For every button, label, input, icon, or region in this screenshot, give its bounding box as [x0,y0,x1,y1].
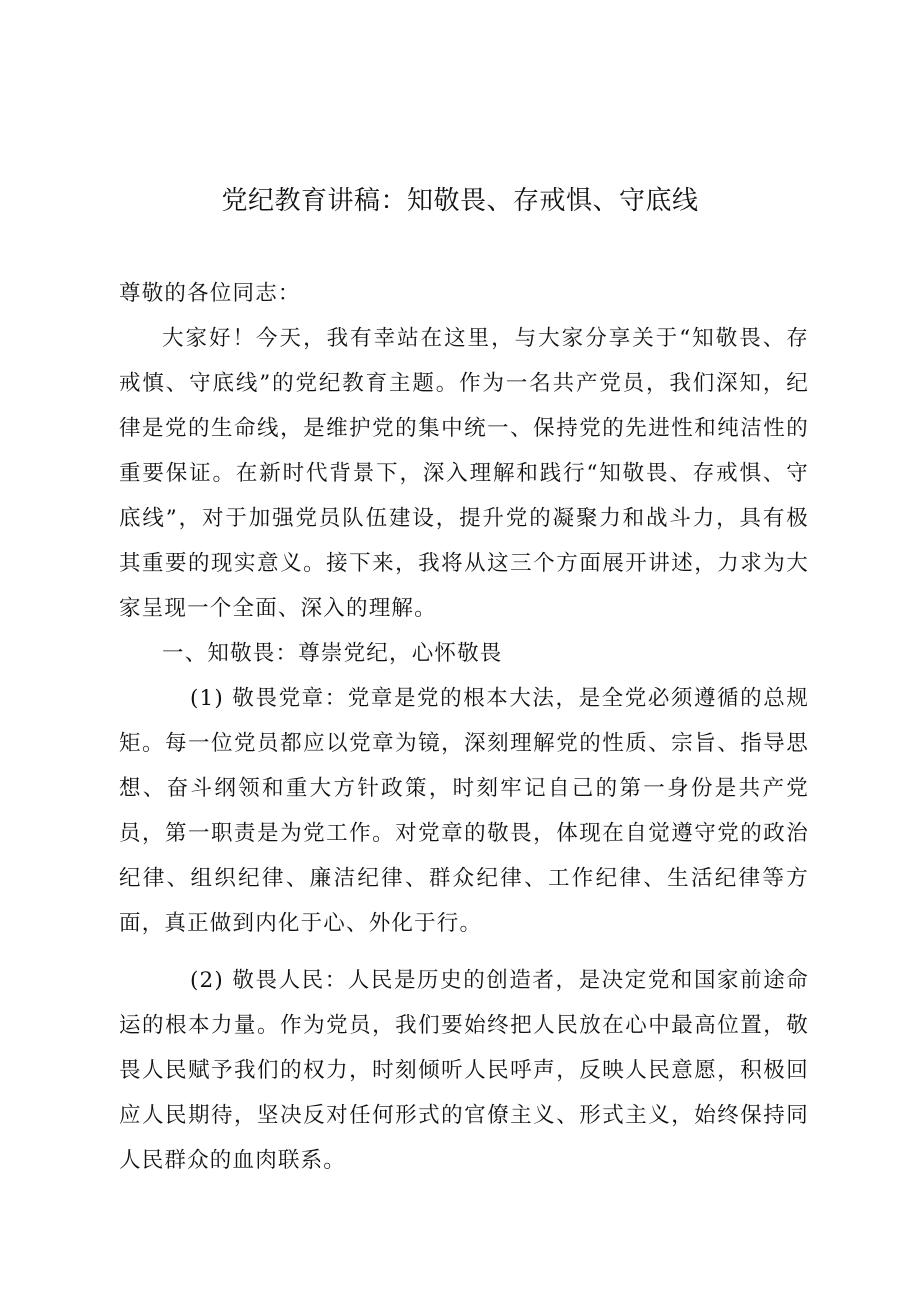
point-paragraph: (2) 敬畏人民：人民是历史的创造者，是决定党和国家前途命运的根本力量。作为党员，我们要始终把人民放在心中最高位置，敬畏人民赋予我们的权力，时刻倾听人民呼声，反映人民意愿，积极回应人民期待，坚决反对任何形式的官僚主义、形式主义，始终保持同人民群众的血肉联系。 [119,968,809,1173]
point-paragraph: (1) 敬畏党章：党章是党的根本大法，是全党必须遵循的总规矩。每一位党员都应以党章为镜，深刻理解党的性质、宗旨、指导思想、奋斗纲领和重大方针政策，时刻牢记自己的第一身份是共产党员，第一职责是为党工作。对党章的敬畏，体现在自觉遵守党的政治纪律、组织纪律、廉洁纪律、群众纪律、工作纪律、生活纪律等方面，真正做到内化于心、外化于行。 [119,686,809,936]
document-title: 党纪教育讲稿：知敬畏、存戒惧、守底线 [221,186,699,216]
section-heading: 一、知敬畏：尊崇党纪，心怀敬畏 [162,641,503,666]
intro-paragraph: 大家好！今天，我有幸站在这里，与大家分享关于“知敬畏、存戒慎、守底线”的党纪教育主题。作为一名共产党员，我们深知，纪律是党的生命线，是维护党的集中统一、保持党的先进性和纯洁性的重要保证。在新时代背景下，深入理解和践行“知敬畏、存戒惧、守底线”，对于加强党员队伍建设，提升党的凝聚力和战斗力，具有极其重要的现实意义。接下来，我将从这三个方面展开讲述，力求为大家呈现一个全面、深入的理解。 [119,326,809,621]
document-body [119,271,809,1183]
salutation: 尊敬的各位同志： [119,281,301,306]
